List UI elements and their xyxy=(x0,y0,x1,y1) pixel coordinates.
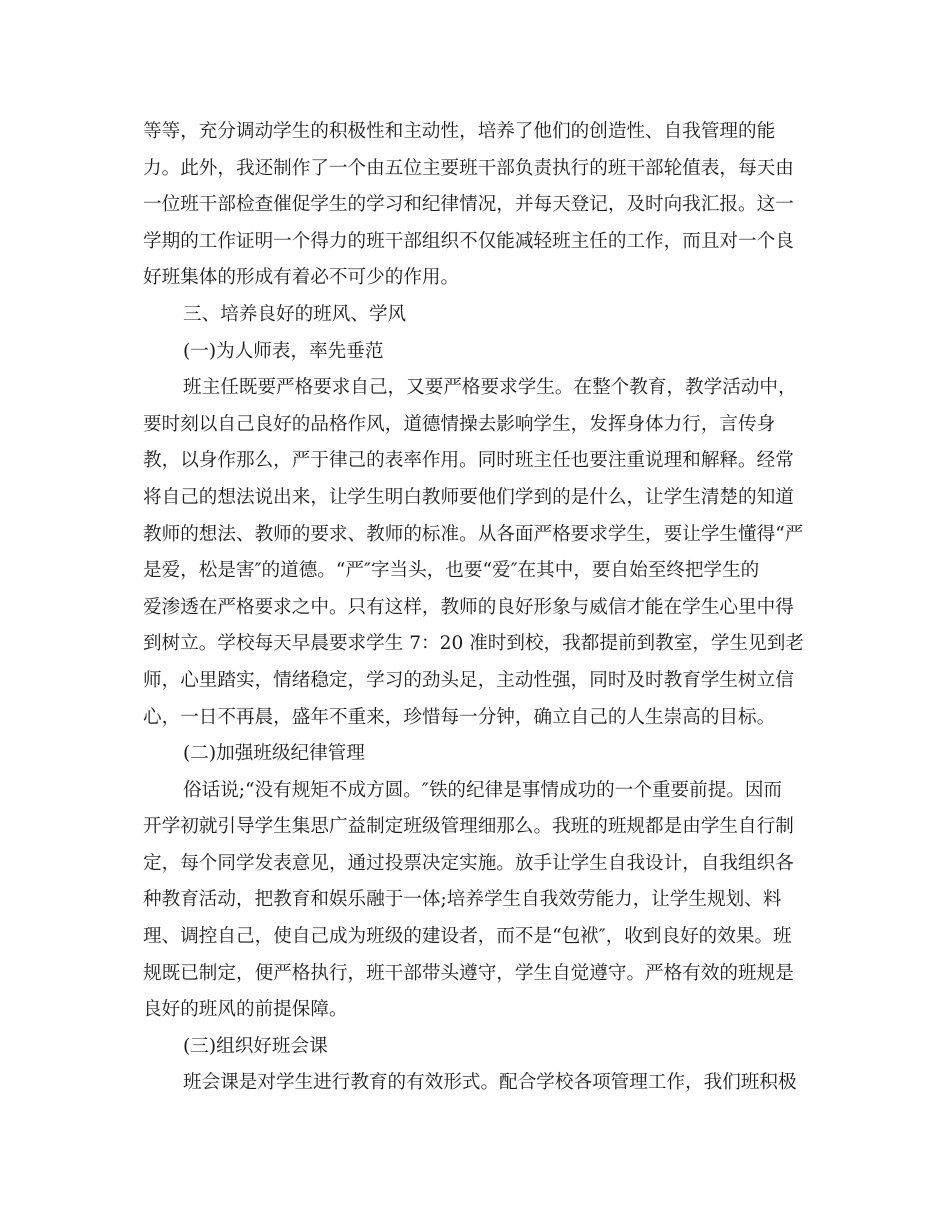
subheading-text: (三)组织好班会课 xyxy=(183,1035,328,1057)
document-body xyxy=(143,114,813,1102)
text-line: 到树立。学校每天早晨要求学生 7：20 准时到校，我都提前到教室，学生见到老 xyxy=(143,633,804,655)
text-line: 定，每个同学发表意见，通过投票决定实施。放手让学生自我设计，自我组织各 xyxy=(143,852,794,874)
text-line: 班会课是对学生进行教育的有效形式。配合学校各项管理工作，我们班积极 xyxy=(183,1072,797,1094)
text-line: 一位班干部检查催促学生的学习和纪律情况，并每天登记，及时向我汇报。这一 xyxy=(143,194,794,216)
section-heading xyxy=(143,297,813,334)
subheading-text: (二)加强班级纪律管理 xyxy=(183,743,365,765)
subheading-class-meeting xyxy=(143,1029,813,1066)
text-line: 师，心里踏实，情绪稳定，学习的劲头足，主动性强，同时及时教育学生树立信 xyxy=(143,669,794,691)
text-line: 力。此外，我还制作了一个由五位主要班干部负责执行的班干部轮值表，每天由 xyxy=(143,157,794,179)
text-line: 将自己的想法说出来，让学生明白教师要他们学到的是什么，让学生清楚的知道 xyxy=(143,486,794,508)
text-line: 等等，充分调动学生的积极性和主动性，培养了他们的创造性、自我管理的能 xyxy=(143,121,776,142)
text-line: 良好的班风的前提保障。 xyxy=(143,999,348,1021)
text-line: 好班集体的形成有着必不可少的作用。 xyxy=(143,267,460,289)
paragraph-role-model xyxy=(143,370,813,736)
paragraph-class-meeting xyxy=(143,1065,813,1102)
subheading-text: (一)为人师表，率先垂范 xyxy=(183,340,384,362)
text-line: 理、调控自己，使自己成为班级的建设者，而不是“包袱″，收到良好的效果。班 xyxy=(143,926,792,948)
paragraph-discipline xyxy=(143,773,813,1029)
text-line: 教师的想法、教师的要求、教师的标准。从各面严格要求学生，要让学生懂得“严 xyxy=(143,523,804,545)
text-line: 种教育活动，把教育和娱乐融于一体;培养学生自我效劳能力，让学生规划、料 xyxy=(143,889,782,911)
subheading-discipline xyxy=(143,736,813,773)
subheading-role-model xyxy=(143,334,813,371)
text-line: 班主任既要严格要求自己，又要严格要求学生。在整个教育，教学活动中， xyxy=(183,377,797,399)
text-line: 规既已制定，便严格执行，班干部带头遵守，学生自觉遵守。严格有效的班规是 xyxy=(143,962,794,984)
text-line: 俗话说;“没有规矩不成方圆。″铁的纪律是事情成功的一个重要前提。因而 xyxy=(183,779,783,801)
text-line: 开学初就引导学生集思广益制定班级管理细那么。我班的班规都是由学生自行制 xyxy=(143,816,794,838)
text-line: 要时刻以自己良好的品格作风，道德情操去影响学生，发挥身体力行，言传身 xyxy=(143,413,776,435)
heading-text: 三、培养良好的班风、学风 xyxy=(183,303,407,325)
paragraph-continued xyxy=(143,114,813,297)
text-line: 心，一日不再晨，盛年不重来，珍惜每一分钟，确立自己的人生崇高的目标。 xyxy=(143,706,776,728)
text-line: 爱渗透在严格要求之中。只有这样，教师的良好形象与威信才能在学生心里中得 xyxy=(143,596,794,618)
text-line: 教，以身作那么，严于律己的表率作用。同时班主任也要注重说理和解释。经常 xyxy=(143,450,794,472)
text-line: 是爱，松是害″的道德。“严″字当头，也要“爱″在其中，要自始至终把学生的 xyxy=(143,560,760,582)
text-line: 学期的工作证明一个得力的班干部组织不仅能减轻班主任的工作，而且对一个良 xyxy=(143,230,794,252)
